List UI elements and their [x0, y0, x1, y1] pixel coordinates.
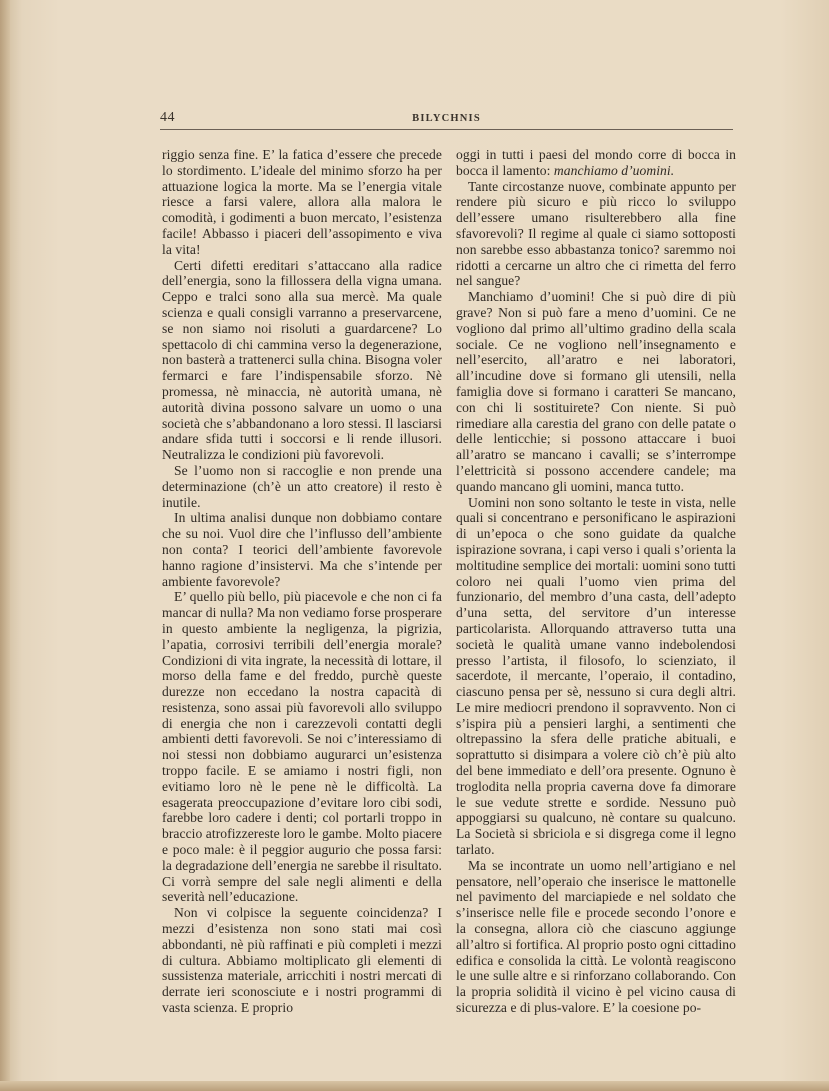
page-left-edge	[0, 0, 10, 1091]
page-number: 44	[160, 110, 175, 125]
paragraph: Manchiamo d’uomini! Che si può dire di più grave? Non si può fare a meno d’uomini. Ce ne vogliono dal primo all’ultimo gradino della scala sociale. Ce ne vogliono nell’insegnamento e nell’esercito, all’aratro e nei laboratori, all’incudine dove si formano gli utensili, nella famiglia dove si formano i caratteri Se mancano, con chi li sostituirete? Con niente. Si può rimediare alla carestia del grano con delle patate o delle lenticchie; si possono attaccare i buoi all’aratro se mancano i cavalli; se s’interrompe l’elettricità si possono accendere candele; ma quando mancano gli uomini, manca tutto.	[456, 289, 736, 494]
paragraph-text: oggi in tutti i paesi del mondo corre di bocca in bocca il lamento:	[456, 147, 736, 178]
paragraph: In ultima analisi dunque non dobbiamo contare che su noi. Vuol dire che l’influsso dell’ambiente non conta? I teorici dell’ambiente favorevole hanno ragione d’insistervi. Ma che s’intende per ambiente favorevole?	[162, 510, 442, 589]
text-column-left	[162, 147, 442, 1016]
paragraph: riggio senza fine. E’ la fatica d’essere che precede lo stordimento. L’ideale del minimo sforzo ha per attuazione logica la morte. Ma se l’energia vitale riesce a farsi valere, allora alla malora le comodità, i godimenti a buon mercato, l’esistenza facile! Abbasso i piaceri dell’assopimento e viva la vita!	[162, 147, 442, 257]
paragraph: Non vi colpisce la seguente coincidenza? I mezzi d’esistenza non sono stati mai così abbondanti, nè più raffinati e più completi i mezzi di cultura. Abbiamo moltiplicato gli elementi di sussistenza materiale, arricchiti i nostri mercati di derrate ieri sconosciute e i nostri programmi di vasta scienza. E proprio	[162, 905, 442, 1016]
paragraph: Ma se incontrate un uomo nell’artigiano e nel pensatore, nell’operaio che inserisce le mattonelle nel pavimento del marciapiede e nel soldato che s’inserisce nelle file e procede secondo l’onore e la consegna, allora ciò che ciascuno aggiunge all’altro si fortifica. Al proprio posto ogni cittadino edifica e consolida la città. Le volontà reagiscono le une sulle altre e si rinforzano collaborando. Con la propria solidità il vicino è pel vicino causa di sicurezza e di plus-valore. E’ la coesione po-	[456, 857, 736, 1016]
paragraph-continued	[456, 147, 736, 179]
header-rule	[160, 129, 733, 130]
paragraph: Certi difetti ereditari s’attaccano alla radice dell’energia, sono la fillossera della vigna umana. Ceppo e tralci sono alla sua mercè. Ma quale scienza e quali consigli varranno a preservarcene, se non siamo noi risoluti a guardarcene? Lo spettacolo di chi cammina verso la degenerazione, non basterà a trattenerci sulla china. Bisogna voler fermarci e fare l’indispensabile sforzo. Nè promessa, nè minaccia, nè autorità umana, nè autorità divina possono salvare un uomo o una società che s’abbandonano a loro stessi. Il lasciarsi andare sfida tutti i soccorsi e li rende illusori. Neutralizza le condizioni più favorevoli.	[162, 257, 442, 463]
emphasized-phrase: manchiamo d’uomini.	[553, 162, 675, 178]
page-header	[160, 110, 733, 130]
text-column-right	[456, 147, 736, 1016]
paragraph: Se l’uomo non si raccoglie e non prende una determinazione (ch’è un atto creatore) il resto è inutile.	[162, 462, 442, 510]
paragraph: Tante circostanze nuove, combinate appunto per rendere più sicuro e più ricco lo sviluppo dell’essere umano risulterebbero alla fine sfavorevoli? Il regime al quale ci siamo sottoposti non sarebbe esso abbastanza tonico? saremmo noi ridotti a cercarne un altro che ci rimetta del ferro nel sangue?	[456, 178, 736, 289]
paragraph: Uomini non sono soltanto le teste in vista, nelle quali si concentrano e personificano le aspirazioni di un’epoca o che sono guidate da qualche ispirazione sovrana, i capi verso i quali s’orienta la moltitudine semplice dei mortali: uomini sono tutti coloro nei quali l’uomo vien prima del funzionario, del membro d’una casta, dell’adepto d’una setta, del servitore d’un interesse particolarista. Allorquando attraverso tutta una società le qualità umane vanno indebolendosi presso l’artista, il filosofo, lo scienziato, il sacerdote, il mercante, l’operaio, il contadino, ciascuno pensa per sè, nessuno si cura degli altri. Le mire mediocri prendono il sopravvento. Non ci s’ispira più a pensieri larghi, a sentimenti che oltrepassino la sfera delle pratiche abituali, e soprattutto si disimpara a volere ciò ch’è più alto del bene immediato e dell’ora presente. Ognuno è troglodita nella propria caverna dove fa dimorare le sue vedute strette e sordide. Nessuno può appoggiarsi su qualcuno, nè contare su qualcuno. La Società si sbriciola e si disgrega come il legno tarlato.	[456, 494, 736, 858]
running-title: BILYCHNIS	[412, 113, 481, 124]
paragraph: E’ quello più bello, più piacevole e che non ci fa mancar di nulla? Ma non vediamo forse prosperare in questo ambiente la negligenza, la pigrizia, l’apatia, corrosivi terribili dell’energia morale? Condizioni di vita ingrate, la necessità di lottare, il morso della fame e del freddo, purchè queste durezze non eccedano la nostra capacità di resistenza, sono assai più favorevoli allo sviluppo di energia che non i carezzevoli contatti degli ambienti detti favorevoli. Se noi c’interessiamo di noi stessi non dobbiamo augurarci un’esistenza troppo facile. E se amiamo i nostri figli, non evitiamo loro nè le pene nè le difficoltà. La esagerata preoccupazione d’evitare loro cibi sodi, farebbe loro cadere i denti; col portarli troppo in braccio atrofizzereste loro le gambe. Molto piacere e poco male: è il peggior augurio che possa farsi: la degradazione dell’energia ne sarebbe il risultato. Ci vorrà sempre del sale negli alimenti e della severità nell’educazione.	[162, 589, 442, 905]
page-bottom-edge	[0, 1081, 829, 1091]
